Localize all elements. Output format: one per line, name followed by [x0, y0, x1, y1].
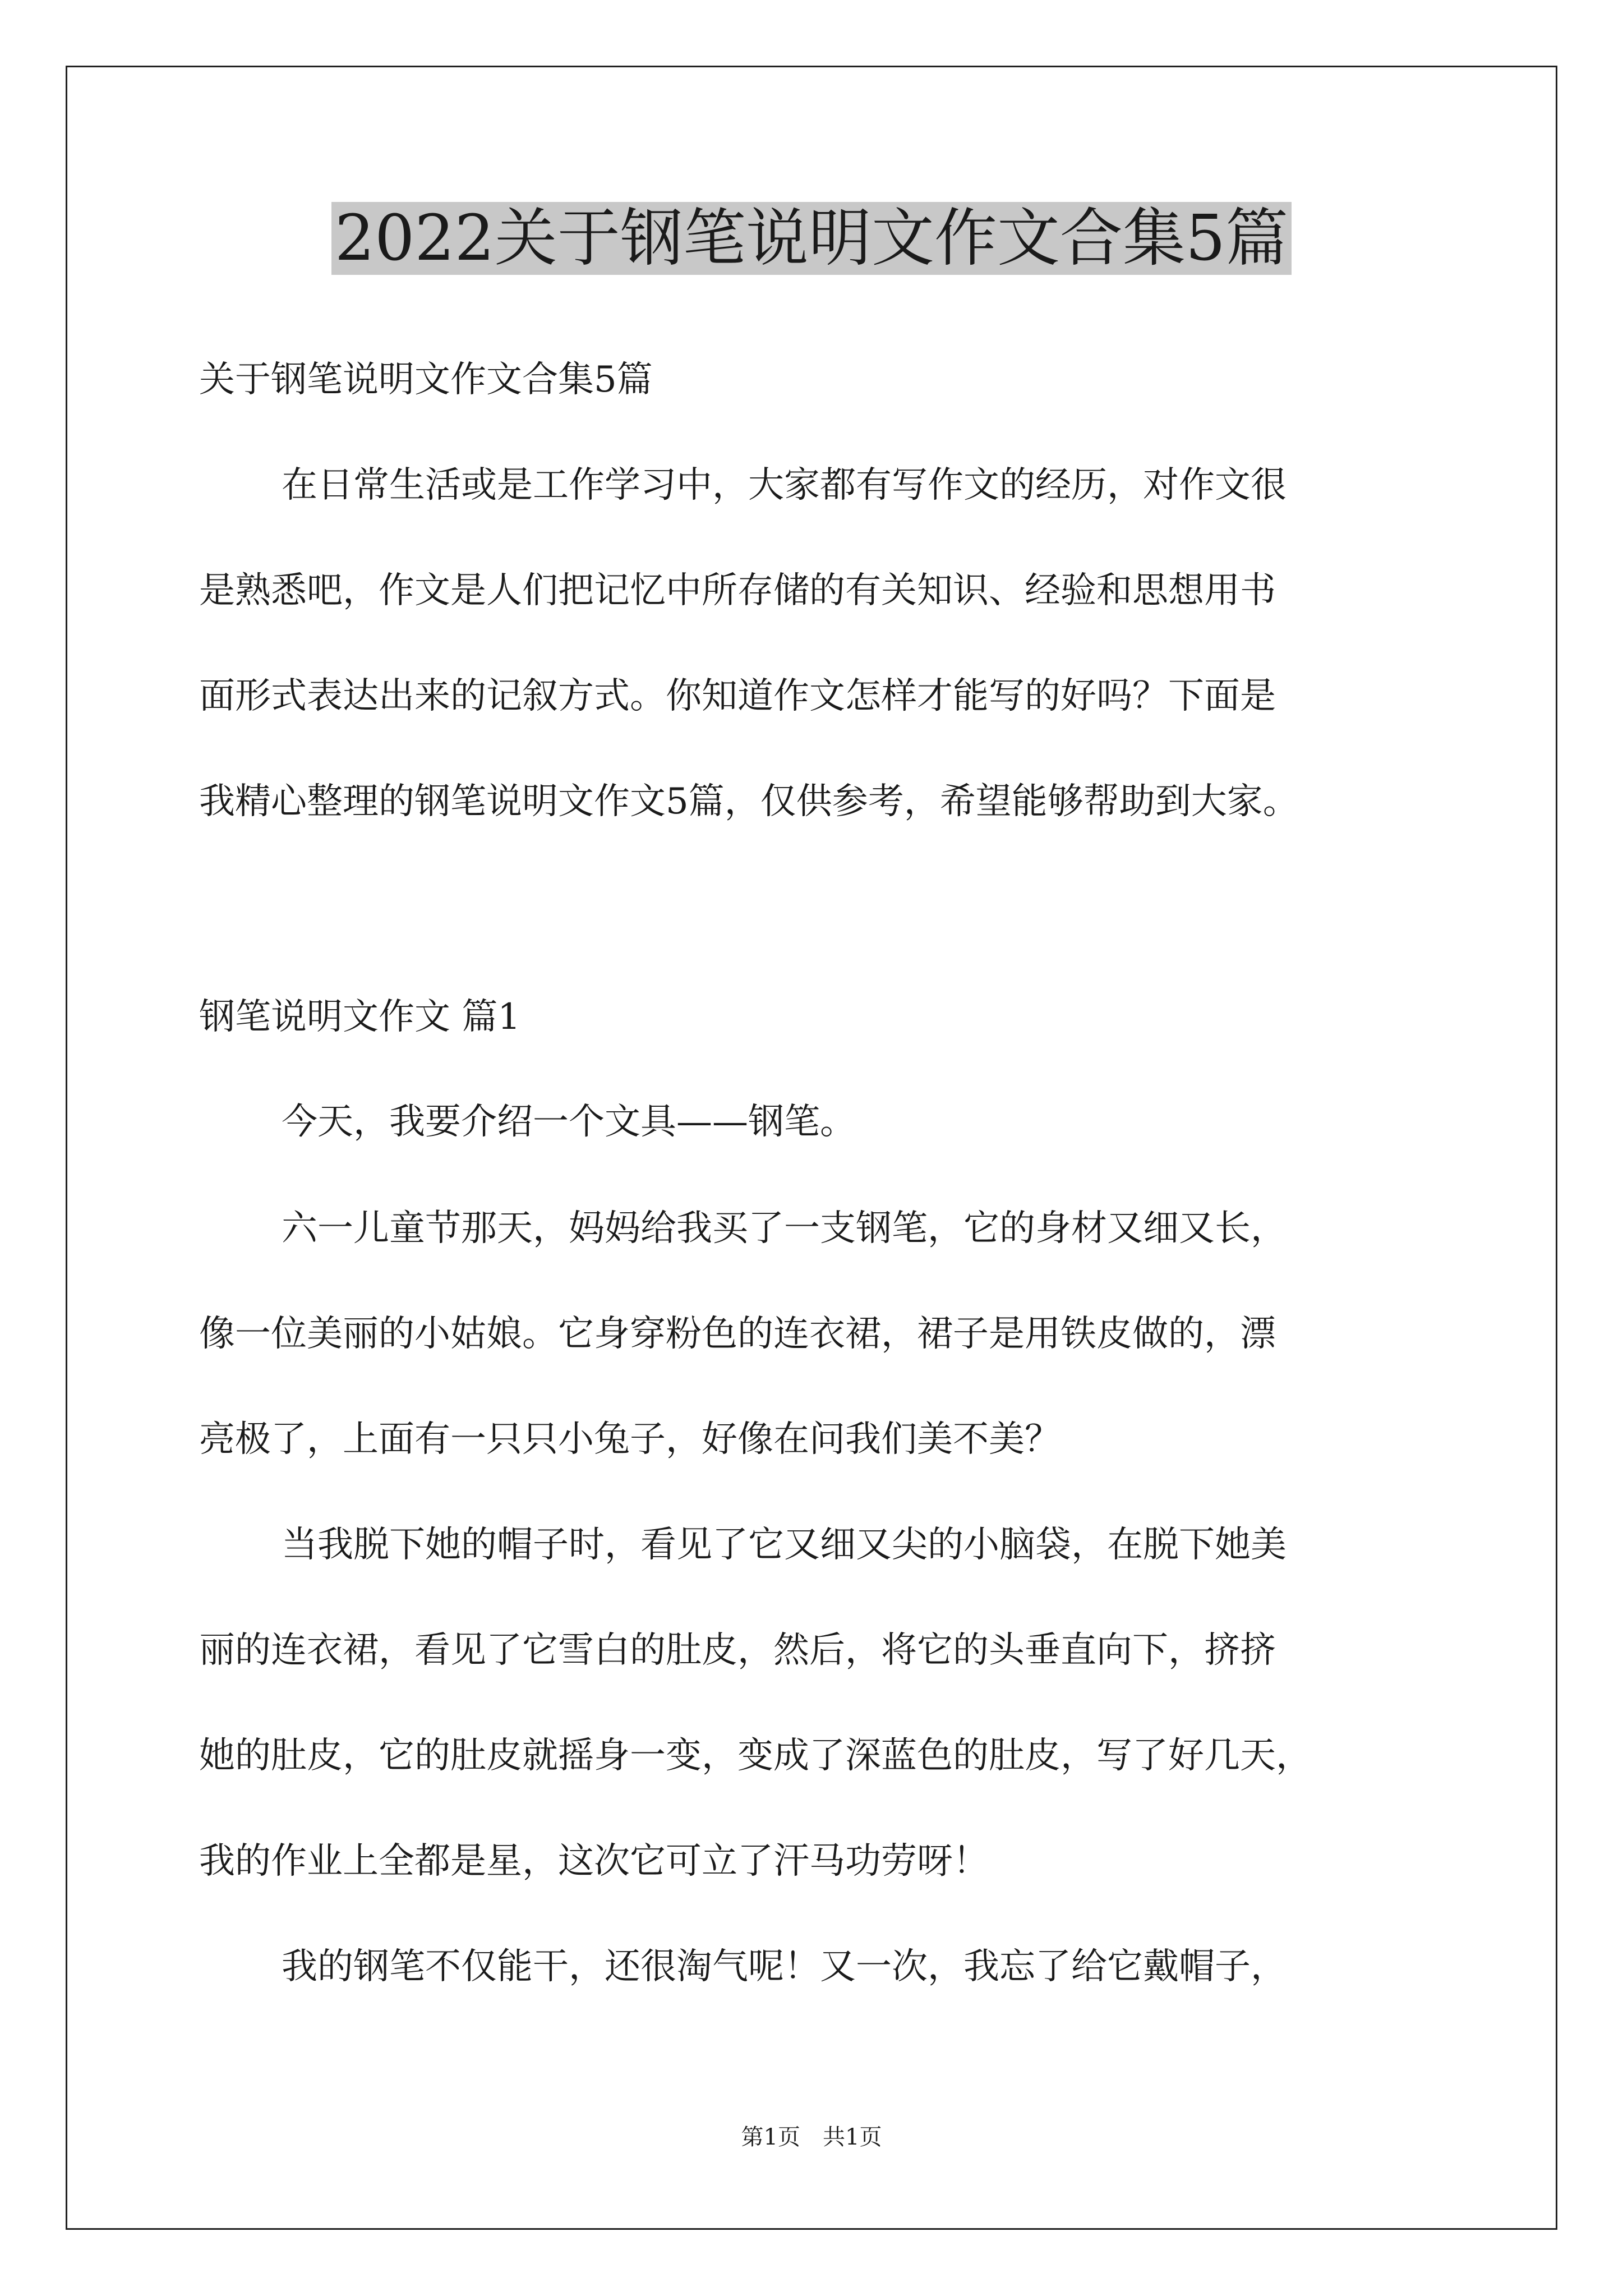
body-line: 丽的连衣裙，看见了它雪白的肚皮，然后，将它的头垂直向下，挤挤 — [199, 1630, 1276, 1671]
intro-line: 是熟悉吧，作文是人们把记忆中所存储的有关知识、经验和思想用书 — [199, 570, 1276, 611]
body-line: 亮极了，上面有一只只小兔子，好像在问我们美不美？ — [199, 1419, 1061, 1460]
intro-line: 面形式表达出来的记叙方式。你知道作文怎样才能写的好吗？下面是 — [199, 675, 1276, 717]
intro-line: 在日常生活或是工作学习中，大家都有写作文的经历，对作文很 — [282, 464, 1287, 506]
body-line: 当我脱下她的帽子时，看见了它又细又尖的小脑袋，在脱下她美 — [282, 1524, 1287, 1566]
intro-line: 我精心整理的钢笔说明文作文5篇，仅供参考，希望能够帮助到大家。 — [199, 781, 1299, 822]
page-footer: 第1页 共1页 — [741, 2124, 882, 2150]
section-heading: 钢笔说明文作文 篇1 — [199, 996, 521, 1038]
body-line: 像一位美丽的小姑娘。它身穿粉色的连衣裙，裙子是用铁皮做的，漂 — [199, 1313, 1276, 1355]
body-line: 我的钢笔不仅能干，还很淘气呢！又一次，我忘了给它戴帽子， — [282, 1946, 1287, 1987]
body-line: 六一儿童节那天，妈妈给我买了一支钢笔，它的身材又细又长， — [282, 1208, 1287, 1249]
document-title — [0, 196, 1623, 280]
body-line: 我的作业上全都是星，这次它可立了汗马功劳呀！ — [199, 1841, 989, 1882]
document-subtitle: 关于钢笔说明文作文合集5篇 — [199, 359, 653, 401]
body-line: 她的肚皮，它的肚皮就摇身一变，变成了深蓝色的肚皮，写了好几天， — [199, 1735, 1312, 1777]
body-line: 今天，我要介绍一个文具——钢笔。 — [282, 1101, 856, 1143]
document-title-text: 2022关于钢笔说明文作文合集5篇 — [331, 202, 1292, 275]
